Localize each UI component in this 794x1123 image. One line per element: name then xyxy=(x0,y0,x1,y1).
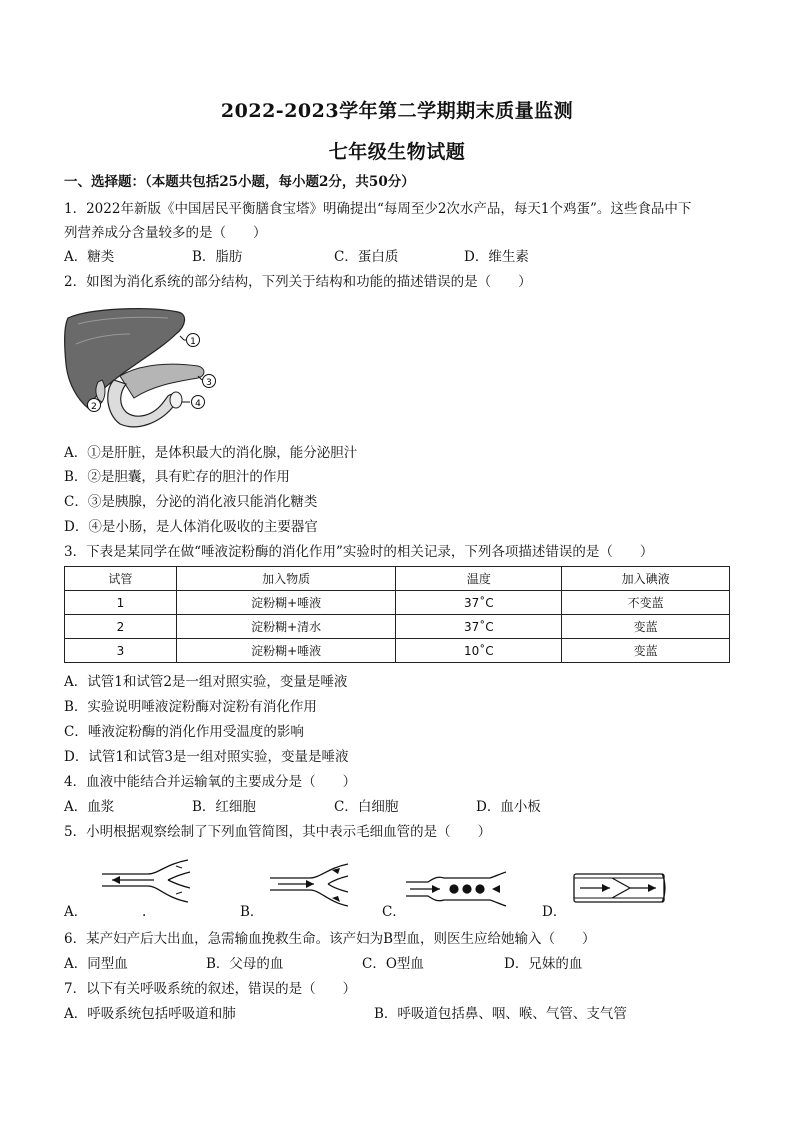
q7-options xyxy=(64,1004,744,1024)
q5-stem: 5．小明根据观察绘制了下列血管简图，其中表示毛细血管的是（ ） xyxy=(64,824,492,840)
q6-option-d: D．兄妹的血 xyxy=(504,956,583,972)
q1-stem-line2: 列营养成分含量较多的是（ ） xyxy=(64,225,267,241)
q6-options xyxy=(64,954,744,974)
q2-option-a: A．①是肝脏，是体积最大的消化腺，能分泌胆汁 xyxy=(64,445,358,461)
table-header-cell: 温度 xyxy=(396,567,562,591)
q1-option-b: B．脂肪 xyxy=(192,249,243,265)
table-cell: 1 xyxy=(65,591,177,615)
vessel-b-figure xyxy=(268,860,352,910)
q5-option-c: C． xyxy=(382,904,406,920)
q5-option-b: B． xyxy=(240,904,264,920)
blood-cell xyxy=(475,884,484,893)
table-header-cell: 加入碘液 xyxy=(562,567,730,591)
q4-stem: 4．血液中能结合并运输氧的主要成分是（ ） xyxy=(64,774,357,790)
q3-option-c: C．唾液淀粉酶的消化作用受温度的影响 xyxy=(64,724,304,740)
table-cell: 2 xyxy=(65,615,177,639)
svg-text:3: 3 xyxy=(206,378,212,388)
table-cell: 变蓝 xyxy=(562,639,730,663)
q6-option-a: A．同型血 xyxy=(64,956,128,972)
table-cell: 变蓝 xyxy=(562,615,730,639)
label-4 xyxy=(192,396,205,410)
table-header-row xyxy=(65,567,730,591)
table-cell: 3 xyxy=(65,639,177,663)
pancreas-shape xyxy=(120,364,204,398)
gallbladder-shape xyxy=(96,380,105,402)
vessel-c-figure xyxy=(404,868,508,908)
q4-option-a: A．血浆 xyxy=(64,799,115,815)
table-cell: 淀粉糊+清水 xyxy=(176,615,396,639)
q5-stray-dot: . xyxy=(142,904,147,920)
digestive-system-figure xyxy=(60,304,230,434)
blood-cell xyxy=(449,884,458,893)
q2-option-c: C．③是胰腺，分泌的消化液只能消化糖类 xyxy=(64,494,318,510)
q4-options xyxy=(64,797,744,817)
table-row xyxy=(65,591,730,615)
q1-option-c: C．蛋白质 xyxy=(334,249,399,265)
q4-option-c: C．白细胞 xyxy=(334,799,399,815)
label-1 xyxy=(187,334,200,348)
q7-option-b: B．呼吸道包括鼻、咽、喉、气管、支气管 xyxy=(374,1006,627,1022)
q5-option-d: D． xyxy=(542,904,567,920)
table-cell: 淀粉糊+唾液 xyxy=(176,639,396,663)
liver-shape xyxy=(65,309,185,408)
table-header-cell: 试管 xyxy=(65,567,177,591)
q1-option-d: D．维生素 xyxy=(464,249,529,265)
q6-option-b: B．父母的血 xyxy=(206,956,284,972)
vessel-d-figure xyxy=(570,870,670,906)
svg-text:4: 4 xyxy=(195,399,201,409)
vessel-a-figure xyxy=(98,856,194,906)
svg-text:2: 2 xyxy=(91,402,97,412)
q7-option-a: A．呼吸系统包括呼吸道和肺 xyxy=(64,1006,236,1022)
q6-option-c: C．O型血 xyxy=(362,956,424,972)
q2-stem: 2．如图为消化系统的部分结构，下列关于结构和功能的描述错误的是（ ） xyxy=(64,274,532,290)
q3-option-d: D．试管1和试管3是一组对照实验，变量是唾液 xyxy=(64,749,349,765)
label-3 xyxy=(203,375,216,389)
table-cell: 10˚C xyxy=(396,639,562,663)
q3-stem: 3．下表是某同学在做“唾液淀粉酶的消化作用”实验时的相关记录，下列各项描述错误的是（ ） xyxy=(64,544,654,560)
blood-cell xyxy=(462,884,471,893)
q7-stem: 7．以下有关呼吸系统的叙述，错误的是（ ） xyxy=(64,981,357,997)
section-heading: 一、选择题：（本题共包括25小题，每小题2分，共50分） xyxy=(64,174,415,190)
table-cell: 37˚C xyxy=(396,615,562,639)
q1-stem-line1: 1．2022年新版《中国居民平衡膳食宝塔》明确提出“每周至少2次水产品，每天1个鸡蛋”。这些食品中下 xyxy=(64,201,692,217)
exam-title: 2022-2023学年第二学期期末质量监测 xyxy=(220,100,574,122)
q1-options xyxy=(64,247,744,267)
q4-option-d: D．血小板 xyxy=(476,799,541,815)
q4-option-b: B．红细胞 xyxy=(192,799,256,815)
label-2 xyxy=(88,399,101,413)
q6-stem: 6．某产妇产后大出血，急需输血挽救生命。该产妇为B型血，则医生应给她输入（ ） xyxy=(64,931,596,947)
q3-option-b: B．实验说明唾液淀粉酶对淀粉有消化作用 xyxy=(64,699,317,715)
exam-subtitle: 七年级生物试题 xyxy=(328,141,466,163)
table-cell: 不变蓝 xyxy=(562,591,730,615)
q2-option-b: B．②是胆囊，具有贮存的胆汁的作用 xyxy=(64,469,290,485)
table-cell: 淀粉糊+唾液 xyxy=(176,591,396,615)
q2-option-d: D．④是小肠，是人体消化吸收的主要器官 xyxy=(64,519,318,535)
q3-option-a: A．试管1和试管2是一组对照实验，变量是唾液 xyxy=(64,674,348,690)
table-row xyxy=(65,639,730,663)
q1-option-a: A．糖类 xyxy=(64,249,115,265)
svg-text:1: 1 xyxy=(190,337,196,347)
table-header-cell: 加入物质 xyxy=(176,567,396,591)
table-cell: 37˚C xyxy=(396,591,562,615)
q5-option-a: A． xyxy=(64,904,88,920)
table-row xyxy=(65,615,730,639)
experiment-table xyxy=(64,566,730,663)
